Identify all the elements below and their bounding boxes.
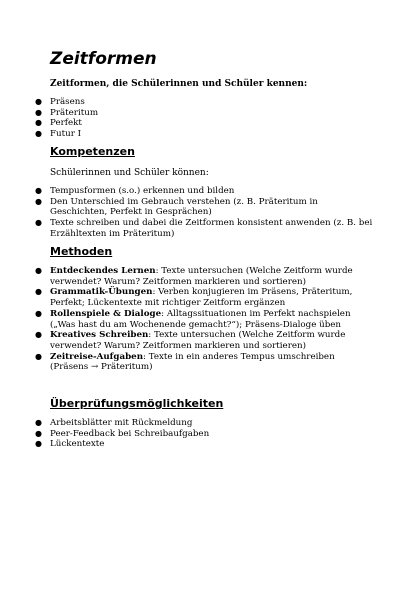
page-title: Zeitformen (50, 49, 157, 69)
list-item: ● Den Unterschied im Gebrauch verstehen (z. B. Präteritum in Geschichten, Perfekt in Gesprächen) (35, 196, 318, 218)
bullet-icon: ● (35, 129, 42, 139)
method-text: : Verben konjugieren im Präsens, Präteritum, Perfekt; Lückentexte mit richtiger Zeitform ergänzen (50, 287, 353, 309)
section-heading-methoden: Methoden (50, 245, 113, 258)
list-item: ● Präteritum (35, 107, 99, 118)
list-item: ● Perfekt (35, 118, 82, 129)
bullet-icon: ● (35, 287, 42, 297)
methoden-list (30, 266, 375, 373)
list-item: ● Futur I (35, 129, 82, 140)
list-item (30, 287, 375, 308)
bullet-icon: ● (35, 186, 42, 195)
tenses-list (30, 97, 375, 140)
method-text: : Alltagssituationen im Perfekt nachspielen („Was hast du am Wochenende gemacht?“); Präsens-Dialoge üben (50, 308, 351, 330)
bullet-icon: ● (35, 218, 42, 228)
method-text: : Texte untersuchen (Welche Zeitform wurde verwendet? Warum? Zeitformen markieren und sortieren) (50, 266, 353, 287)
bullet-icon: ● (35, 107, 42, 117)
bullet-icon: ● (35, 351, 42, 361)
method-text: : Texte in ein anderes Tempus umschreiben (Präsens → Präteritum) (50, 351, 335, 373)
method-name: Kreatives Schreiben (50, 330, 149, 341)
tenses-intro: Zeitformen, die Schülerinnen und Schüler kennen: (50, 79, 308, 89)
list-item (30, 266, 375, 287)
method-name: Entdeckendes Lernen (50, 266, 156, 276)
list-item (30, 309, 375, 330)
list-item: ● Präsens (35, 97, 85, 107)
method-name: Zeitreise-Aufgaben (50, 351, 144, 362)
list-item: ● Texte schreiben und dabei die Zeitformen konsistent anwenden (z. B. bei Erzähltexten im Präteritum) (35, 218, 373, 239)
kompetenzen-intro: Schülerinnen und Schüler können: (50, 168, 209, 178)
section-heading-kompetenzen: Kompetenzen (50, 145, 135, 158)
bullet-icon: ● (35, 266, 42, 275)
method-name: Grammatik-Übungen (50, 287, 153, 298)
method-text: : Texte untersuchen (Welche Zeitform wurde verwendet? Warum? Zeitformen markieren und sortieren) (50, 330, 346, 351)
list-item (30, 352, 375, 373)
bullet-icon: ● (35, 330, 42, 340)
bullet-icon: ● (35, 428, 42, 438)
ueberpruefung-list (30, 418, 375, 450)
list-item: ● Lückentexte (35, 439, 105, 450)
section-heading-ueberpruefung: Überprüfungsmöglichkeiten (50, 397, 224, 410)
bullet-icon: ● (35, 118, 42, 128)
bullet-icon: ● (35, 196, 42, 206)
bullet-icon: ● (35, 308, 42, 318)
method-name: Rollenspiele & Dialoge (50, 308, 162, 319)
list-item: ● Arbeitsblätter mit Rückmeldung (35, 418, 193, 428)
kompetenzen-list (30, 186, 375, 240)
bullet-icon: ● (35, 418, 42, 427)
list-item: ● Peer-Feedback bei Schreibaufgaben (35, 428, 210, 439)
list-item (30, 330, 375, 351)
bullet-icon: ● (35, 97, 42, 106)
list-item: ● Tempusformen (s.o.) erkennen und bilden (35, 186, 235, 196)
bullet-icon: ● (35, 439, 42, 449)
